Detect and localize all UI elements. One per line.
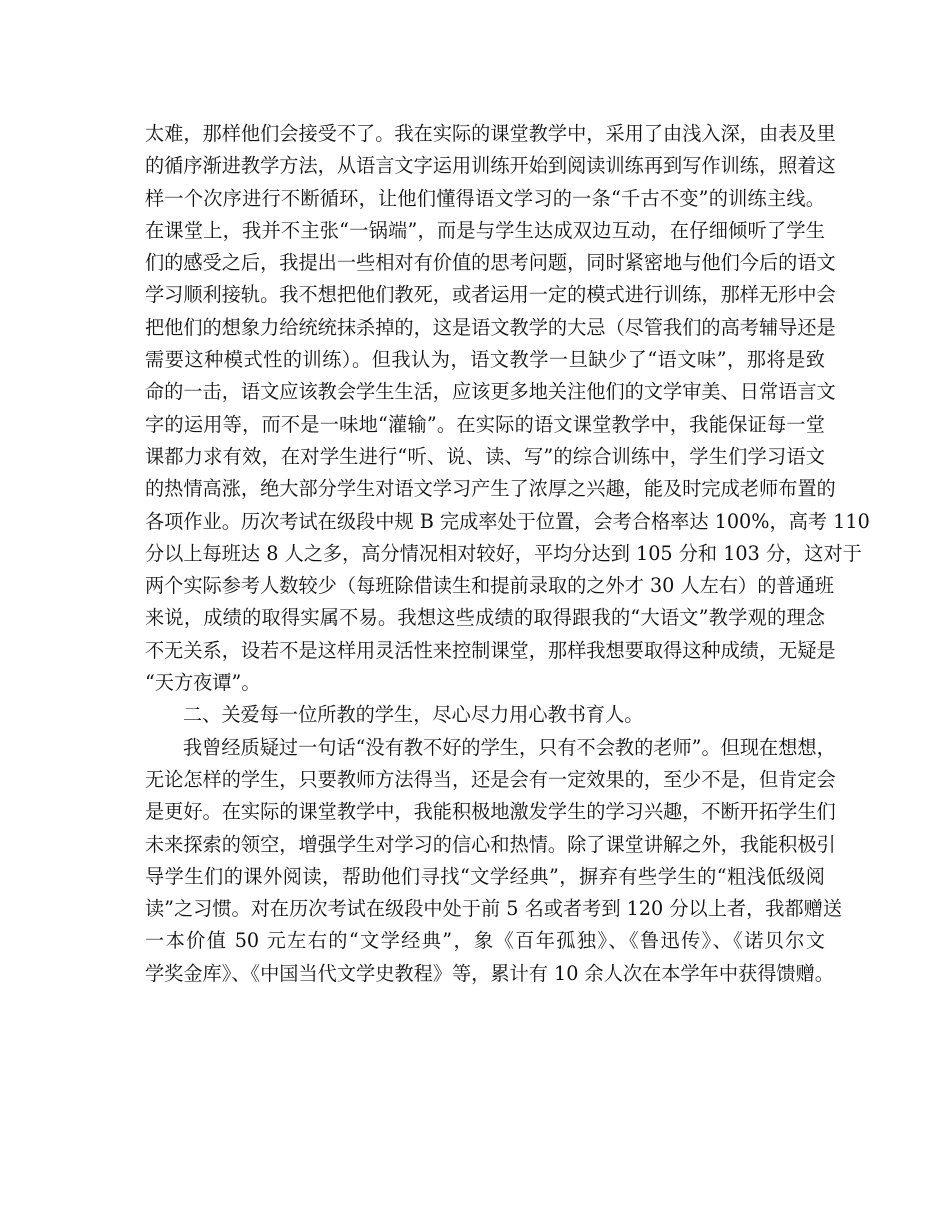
text-line: 课都力求有效，在对学生进行“听、说、读、写”的综合训练中，学生们学习语文 [145, 444, 825, 468]
text-line: 导学生们的课外阅读，帮助他们寻找“文学经典”，摒弃有些学生的“粗浅低级阅 [145, 864, 825, 888]
text-line: 来说，成绩的取得实属不易。我想这些成绩的取得跟我的“大语文”教学观的理念 [145, 606, 825, 630]
body-text [145, 118, 870, 990]
text-line: 是更好。在实际的课堂教学中，我能积极地激发学生的学习兴趣，不断开拓学生们 [145, 800, 836, 824]
text-line: 字的运用等，而不是一味地“灌输”。在实际的语文课堂教学中，我能保证每一堂 [145, 412, 825, 436]
text-line: 的热情高涨，绝大部分学生对语文学习产生了浓厚之兴趣，能及时完成老师布置的 [145, 477, 836, 501]
text-line: 两个实际参考人数较少（每班除借读生和提前录取的之外才 30 人左右）的普通班 [145, 574, 834, 598]
text-line: 一本价值 50 元左右的“文学经典”，象《百年孤独》、《鲁迅传》、《诺贝尔文 [145, 929, 825, 953]
text-line: 的循序渐进教学方法，从语言文字运用训练开始到阅读训练再到写作训练，照着这 [145, 154, 836, 178]
text-line: 学奖金库》、《中国当代文学史教程》等，累计有 10 余人次在本学年中获得馈赠。 [145, 961, 834, 985]
text-line: 把他们的想象力给统统抹杀掉的，这是语文教学的大忌（尽管我们的高考辅导还是 [145, 315, 836, 339]
text-line: 各项作业。历次考试在级段中规 B 完成率处于位置，会考合格率达 100%，高考 110 [145, 509, 870, 533]
text-line: 们的感受之后，我提出一些相对有价值的思考问题，同时紧密地与他们今后的语文 [145, 251, 836, 275]
text-line: 未来探索的领空，增强学生对学习的信心和热情。除了课堂讲解之外，我能积极引 [145, 832, 836, 856]
text-line: 分以上每班达 8 人之多，高分情况相对较好，平均分达到 105 分和 103 分，这对于 [145, 541, 862, 565]
text-line: 需要这种模式性的训练）。但我认为，语文教学一旦缺少了“语文味”，那将是致 [145, 348, 825, 372]
text-line: 在课堂上，我并不主张“一锅端”，而是与学生达成双边互动，在仔细倾听了学生 [145, 218, 825, 242]
text-line: 二、关爱每一位所教的学生，尽心尽力用心教书育人。 [183, 703, 644, 727]
text-line: 命的一击，语文应该教会学生生活，应该更多地关注他们的文学审美、日常语言文 [145, 380, 836, 404]
text-line: “天方夜谭”。 [145, 671, 261, 695]
text-line: 学习顺利接轨。我不想把他们教死，或者运用一定的模式进行训练，那样无形中会 [145, 283, 836, 307]
text-line: 不无关系，设若不是这样用灵活性来控制课堂，那样我想要取得这种成绩，无疑是 [145, 638, 836, 662]
text-line: 太难，那样他们会接受不了。我在实际的课堂教学中，采用了由浅入深，由表及里 [145, 122, 836, 145]
text-line: 我曾经质疑过一句话“没有教不好的学生，只有不会教的老师”。但现在想想， [183, 735, 836, 759]
text-line: 样一个次序进行不断循环，让他们懂得语文学习的一条“千古不变”的训练主线。 [145, 186, 825, 210]
text-line: 读”之习惯。对在历次考试在级段中处于前 5 名或者考到 120 分以上者，我都赠送 [145, 897, 843, 921]
text-line: 无论怎样的学生，只要教师方法得当，还是会有一定效果的，至少不是，但肯定会 [145, 767, 836, 791]
